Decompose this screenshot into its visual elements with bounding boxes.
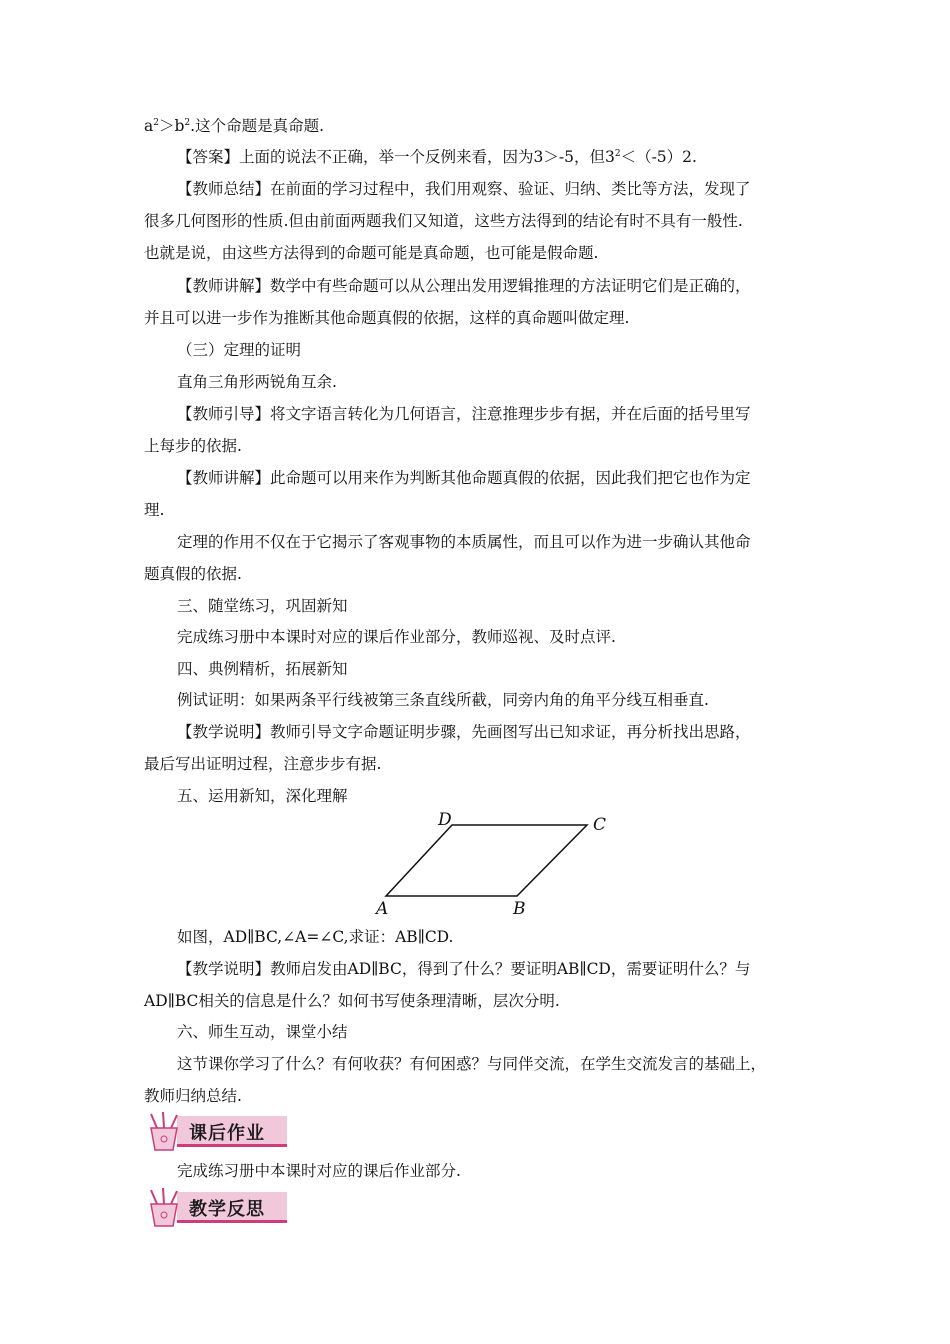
text-line-6: 【教师讲解】数学中有些命题可以从公理出发用逻辑推理的方法证明它们是正确的， <box>177 277 751 295</box>
reflection-banner <box>141 1186 291 1228</box>
section-heading-summary: 六、师生互动，课堂小结 <box>177 1023 348 1041</box>
homework-banner <box>141 1110 291 1152</box>
section-heading-examples: 四、典例精析，拓展新知 <box>177 660 348 678</box>
text-line-27: 这节课你学习了什么？有何收获？有何困惑？与同伴交流，在学生交流发言的基础上， <box>177 1055 767 1073</box>
text-line-24: 【教学说明】教师启发由AD∥BC，得到了什么？要证明AB∥CD，需要证明什么？与 <box>177 960 751 978</box>
text-line-14: 定理的作用不仅在于它揭示了客观事物的本质属性，而且可以作为进一步确认其他命 <box>177 533 751 551</box>
text-line-23: 如图，AD∥BC,∠A=∠C,求证：AB∥CD. <box>177 928 454 946</box>
section-heading-theorem-proof: （三）定理的证明 <box>177 341 302 359</box>
text-line-25: AD∥BC相关的信息是什么？如何书写使条理清晰，层次分明. <box>144 992 560 1010</box>
text-line-11: 上每步的依据. <box>144 437 242 455</box>
superscript: 2 <box>614 149 621 159</box>
banner-title: 课后作业 <box>189 1123 265 1144</box>
text-line-4: 很多几何图形的性质.但由前面两题我们又知道，这些方法得到的结论有时不具有一般性. <box>144 212 743 230</box>
text-line-1 <box>144 116 324 136</box>
superscript: 2 <box>184 118 191 128</box>
parallelogram-figure <box>372 808 622 920</box>
banner-title: 教学反思 <box>189 1199 265 1220</box>
text-fragment: ＞b <box>158 117 185 135</box>
text-line-20: 【教学说明】教师引导文字命题证明步骤，先画图写出已知求证，再分析找出思路， <box>177 723 751 741</box>
text-line-19: 例试证明：如果两条平行线被第三条直线所截，同旁内角的角平分线互相垂直. <box>177 691 709 709</box>
text-line-10: 【教师引导】将文字语言转化为几何语言，注意推理步步有据，并在后面的括号里写 <box>177 405 751 423</box>
text-fragment: .这个命题是真命题. <box>190 117 325 135</box>
text-fragment: a <box>144 117 154 135</box>
text-line-9: 直角三角形两锐角互余. <box>177 373 337 391</box>
text-line-12: 【教师讲解】此命题可以用来作为判断其他命题真假的依据，因此我们把它也作为定 <box>177 469 751 487</box>
text-line-17: 完成练习册中本课时对应的课后作业部分，教师巡视、及时点评. <box>177 628 616 646</box>
text-line-7: 并且可以进一步作为推断其他命题真假的依据，这样的真命题叫做定理. <box>144 309 630 327</box>
text-line-13: 理. <box>144 501 165 519</box>
parallelogram-shape <box>386 825 587 896</box>
section-heading-apply: 五、运用新知，深化理解 <box>177 787 348 805</box>
superscript: 2 <box>153 118 159 128</box>
answer-line <box>177 147 697 167</box>
text-line-28: 教师归纳总结. <box>144 1087 242 1105</box>
vertex-label-d: D <box>438 810 452 830</box>
section-heading-practice: 三、随堂练习，巩固新知 <box>177 597 348 615</box>
text-line-3: 【教师总结】在前面的学习过程中，我们用观察、验证、归纳、类比等方法，发现了 <box>177 180 751 198</box>
vertex-label-a: A <box>376 899 389 919</box>
vertex-label-c: C <box>593 815 607 835</box>
pencil-cup-icon <box>141 1110 189 1152</box>
text-fragment: 【答案】上面的说法不正确，举一个反例来看，因为3＞-5，但3 <box>177 148 615 166</box>
text-fragment: ＜（-5）2. <box>620 148 697 166</box>
text-line-5: 也就是说，由这些方法得到的命题可能是真命题，也可能是假命题. <box>144 244 599 262</box>
vertex-label-b: B <box>513 899 526 919</box>
pencil-cup-icon <box>141 1186 189 1228</box>
text-line-29: 完成练习册中本课时对应的课后作业部分. <box>177 1162 461 1180</box>
text-line-21: 最后写出证明过程，注意步步有据. <box>144 755 382 773</box>
text-line-15: 题真假的依据. <box>144 565 242 583</box>
